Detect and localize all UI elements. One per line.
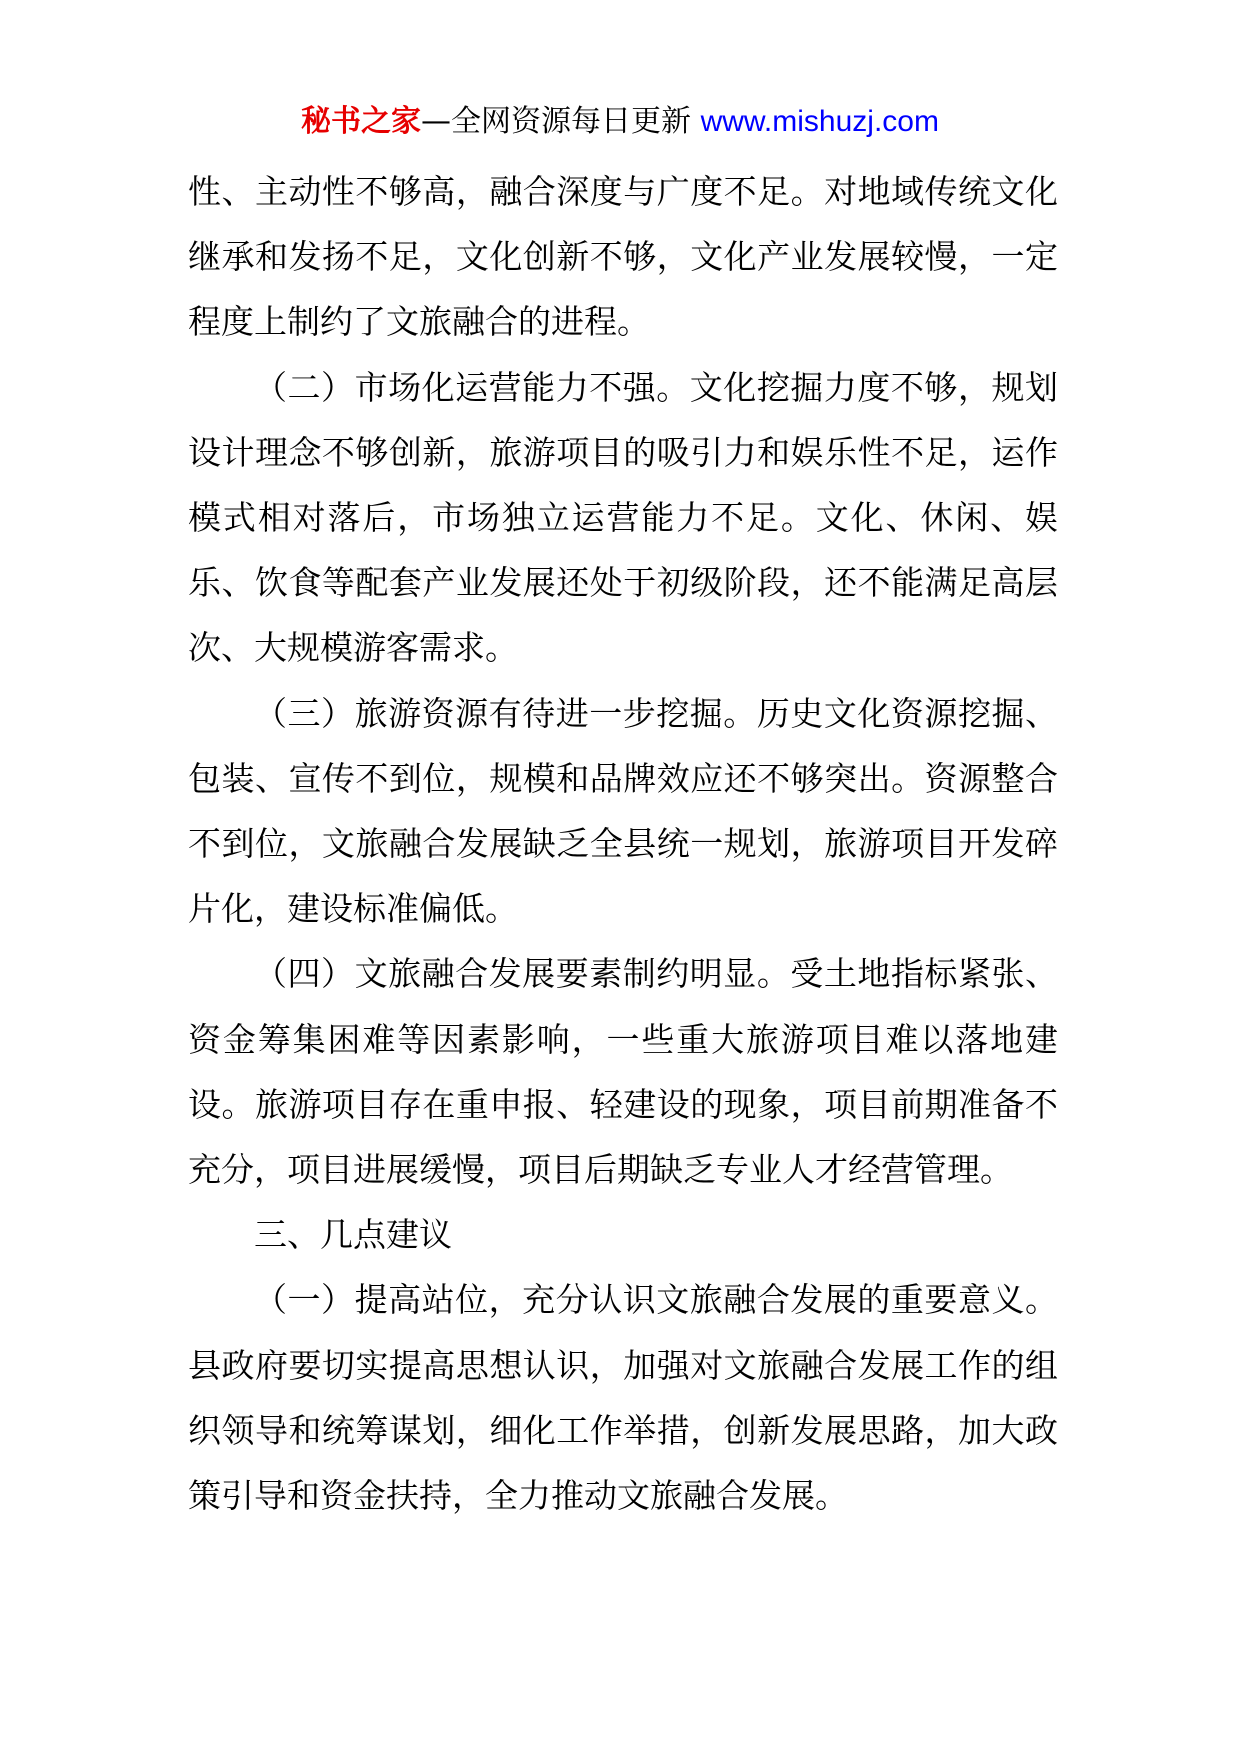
site-brand: 秘书之家	[301, 104, 422, 139]
paragraph-section-3: （三）旅游资源有待进一步挖掘。历史文化资源挖掘、包装、宣传不到位，规模和品牌效应还不够突出。资源整合不到位，文旅融合发展缺乏全县统一规划，旅游项目开发碎片化，建设标准偏低。	[188, 693, 1058, 929]
paragraph-section-2: （二）市场化运营能力不强。文化挖掘力度不够，规划设计理念不够创新，旅游项目的吸引力和娱乐性不足，运作模式相对落后，市场独立运营能力不足。文化、休闲、娱乐、饮食等配套产业发展还处于初级阶段，还不能满足高层次、大规模游客需求。	[188, 367, 1058, 668]
site-header	[0, 100, 1240, 144]
paragraph-continuation: 性、主动性不够高，融合深度与广度不足。对地域传统文化继承和发扬不足，文化创新不够，文化产业发展较慢，一定程度上制约了文旅融合的进程。	[188, 172, 1058, 342]
site-url-link[interactable]: www.mishuzj.com	[700, 105, 939, 138]
paragraph-section-4: （四）文旅融合发展要素制约明显。受土地指标紧张、资金筹集困难等因素影响，一些重大旅游项目难以落地建设。旅游项目存在重申报、轻建设的现象，项目前期准备不充分，项目进展缓慢，项目后期缺乏专业人才经营管理。	[188, 954, 1058, 1190]
document-body	[188, 159, 1058, 1528]
paragraph-suggestion-1: （一）提高站位，充分认识文旅融合发展的重要意义。县政府要切实提高思想认识，加强对文旅融合发展工作的组织领导和统筹谋划，细化工作举措，创新发展思路，加大政策引导和资金扶持，全力推动文旅融合发展。	[188, 1280, 1058, 1516]
section-heading-suggestions: 三、几点建议	[254, 1215, 452, 1255]
site-slogan: —全网资源每日更新	[421, 104, 692, 139]
